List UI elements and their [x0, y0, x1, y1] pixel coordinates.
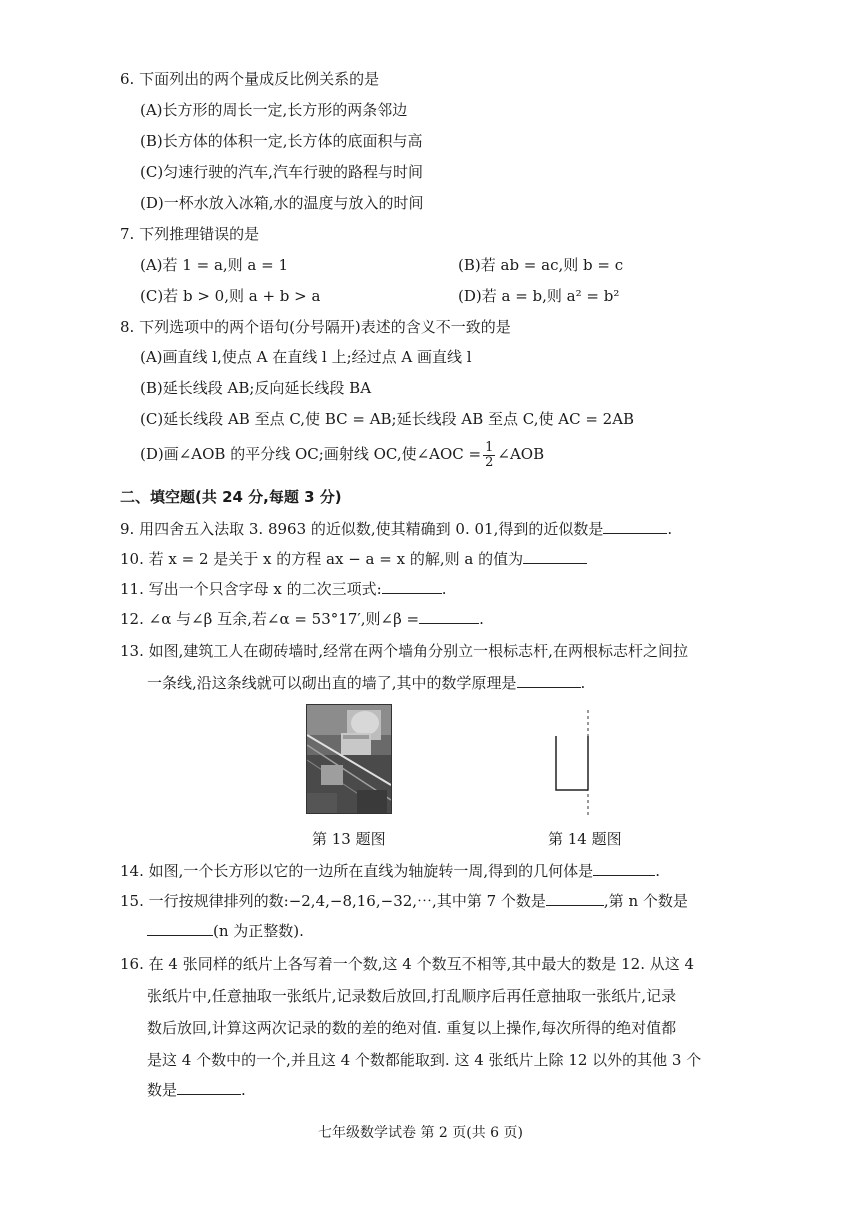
page-footer: 七年级数学试卷 第 2 页(共 6 页)	[318, 1125, 523, 1141]
fraction-denominator: 2	[485, 454, 494, 470]
q12-end: .	[479, 610, 484, 628]
q7-option-c: (C)若 b > 0,则 a + b > a	[140, 287, 321, 305]
q14-answer-blank[interactable]	[593, 861, 655, 876]
q16-line-4: 是这 4 个数中的一个,并且这 4 个数都能取到. 这 4 张纸片上除 12 以外的其他 3 个	[147, 1051, 702, 1069]
q16-line-2: 张纸片中,任意抽取一张纸片,记录数后放回,打乱顺序后再任意抽取一张纸片,记录	[147, 987, 677, 1005]
section-heading-fill-in: 二、填空题(共 24 分,每题 3 分)	[120, 488, 342, 506]
q15-number: 15.	[120, 892, 144, 910]
q14-end: .	[655, 862, 660, 880]
q10-text: 若 x = 2 是关于 x 的方程 ax − a = x 的解,则 a 的值为	[148, 550, 524, 568]
q15-line-2	[147, 920, 304, 942]
brick-wall-photo-image	[307, 705, 391, 813]
q16-number: 16.	[120, 955, 144, 973]
q8-option-b: (B)延长线段 AB;反向延长线段 BA	[140, 379, 372, 397]
figure-13-caption: 第 13 题图	[312, 830, 386, 848]
q14	[120, 860, 660, 882]
q8-d-suffix: ∠AOB	[497, 445, 545, 463]
q9-end: .	[667, 520, 673, 538]
q8-stem: 8. 下列选项中的两个语句(分号隔开)表述的含义不一致的是	[120, 318, 511, 336]
q7-option-d: (D)若 a = b,则 a² = b²	[458, 287, 620, 305]
q8-option-a: (A)画直线 l,使点 A 在直线 l 上;经过点 A 画直线 l	[140, 348, 472, 366]
q12-text: ∠α 与∠β 互余,若∠α = 53°17′,则∠β =	[148, 610, 420, 628]
q11	[120, 578, 446, 600]
q13-line-1	[120, 640, 688, 662]
q15-seventh-term-blank[interactable]	[546, 891, 604, 906]
rectangle-lower-sides	[556, 736, 588, 790]
q8-option-d	[140, 440, 544, 470]
q6-option-b: (B)长方体的体积一定,长方体的底面积与高	[140, 132, 423, 150]
q16-text-5: 数是	[147, 1081, 178, 1099]
q15-text-2: (n 为正整数).	[213, 922, 304, 940]
q6-option-d: (D)一杯水放入冰箱,水的温度与放入的时间	[140, 194, 424, 212]
q15-nth-term-blank[interactable]	[147, 921, 213, 936]
q6-stem: 6. 下面列出的两个量成反比例关系的是	[120, 70, 380, 88]
q13-answer-blank[interactable]	[517, 673, 581, 688]
q16-end: .	[241, 1081, 246, 1099]
q16-line-3: 数后放回,计算这两次记录的数的差的绝对值. 重复以上操作,每次所得的绝对值都	[147, 1019, 677, 1037]
q14-text: 如图,一个长方形以它的一边所在直线为轴旋转一周,得到的几何体是	[148, 862, 594, 880]
q16-line-5	[147, 1079, 246, 1101]
q16-answer-blank[interactable]	[177, 1080, 241, 1095]
q7-option-b: (B)若 ab = ac,则 b = c	[458, 256, 624, 274]
q16-line-1	[120, 953, 694, 975]
q16-text-1: 在 4 张同样的纸片上各写着一个数,这 4 个数互不相等,其中最大的数是 12. 从这 4	[148, 955, 695, 973]
q7-stem: 7. 下列推理错误的是	[120, 225, 260, 243]
q9-text: 用四舍五入法取 3. 8963 的近似数,使其精确到 0. 01,得到的近似数是	[139, 520, 604, 538]
q11-answer-blank[interactable]	[382, 579, 442, 594]
q15-text-1: 一行按规律排列的数:−2,4,−8,16,−32,⋯,其中第 7 个数是	[148, 892, 546, 910]
q13-text-2: 一条线,沿这条线就可以砌出直的墙了,其中的数学原理是	[147, 674, 517, 692]
q10	[120, 548, 587, 570]
q13-text-1: 如图,建筑工人在砌砖墙时,经常在两个墙角分别立一根标志杆,在两根标志杆之间拉	[148, 642, 688, 660]
q11-number: 11.	[120, 580, 144, 598]
q11-end: .	[441, 580, 447, 598]
fraction-numerator: 1	[485, 439, 494, 455]
fraction-one-half	[483, 441, 495, 470]
q13-end: .	[580, 674, 586, 692]
q10-answer-blank[interactable]	[523, 549, 587, 564]
q13-number: 13.	[120, 642, 144, 660]
q15-line-1	[120, 890, 688, 912]
q15-text-1b: ,第 n 个数是	[603, 892, 688, 910]
q9-number: 9.	[120, 520, 135, 538]
figure-14-caption: 第 14 题图	[548, 830, 622, 848]
q9-answer-blank[interactable]	[603, 519, 667, 534]
q12-answer-blank[interactable]	[419, 609, 479, 624]
q13-line-2	[147, 672, 585, 694]
q9	[120, 518, 672, 540]
brick-wall-photo	[306, 704, 392, 814]
q7-option-a: (A)若 1 = a,则 a = 1	[140, 256, 289, 274]
q12-number: 12.	[120, 610, 144, 628]
q8-option-c: (C)延长线段 AB 至点 C,使 BC = AB;延长线段 AB 至点 C,使 AC = 2AB	[140, 410, 635, 428]
q8-d-prefix: (D)画∠AOB 的平分线 OC;画射线 OC,使∠AOC =	[140, 445, 482, 463]
q10-number: 10.	[120, 550, 144, 568]
q6-option-a: (A)长方形的周长一定,长方形的两条邻边	[140, 101, 408, 119]
q14-number: 14.	[120, 862, 144, 880]
rectangle-rotation-diagram	[540, 708, 610, 818]
q11-text: 写出一个只含字母 x 的二次三项式:	[148, 580, 382, 598]
q6-option-c: (C)匀速行驶的汽车,汽车行驶的路程与时间	[140, 163, 423, 181]
q12	[120, 608, 484, 630]
